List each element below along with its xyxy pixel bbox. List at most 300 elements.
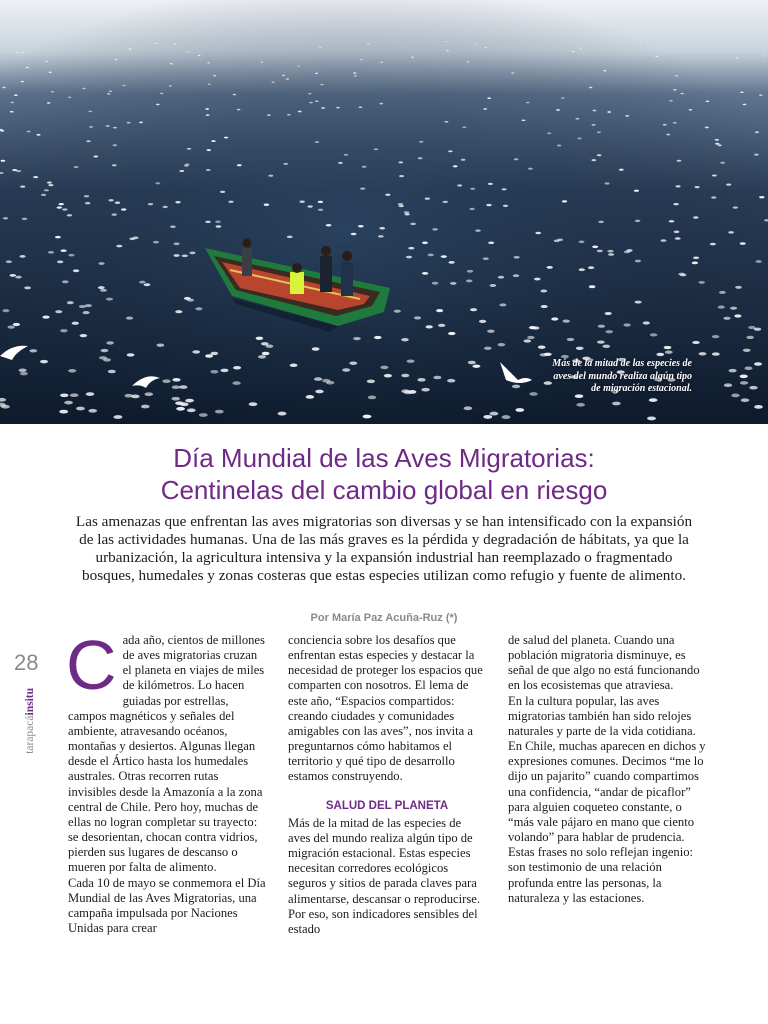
gull <box>675 75 678 76</box>
gull <box>297 65 300 66</box>
gull <box>169 85 172 86</box>
gull <box>406 256 412 259</box>
gull <box>669 220 675 222</box>
gull <box>206 114 210 116</box>
gull <box>315 390 323 394</box>
gull <box>712 352 720 355</box>
gull <box>436 309 443 312</box>
gull <box>179 385 187 389</box>
gull <box>211 140 215 142</box>
gull <box>94 156 99 158</box>
photo-caption: Más de la mitad de las especies de aves del mundo realiza algún tipo de migración estacional. <box>552 358 692 394</box>
gull <box>42 316 49 319</box>
gull <box>710 243 716 246</box>
gull <box>677 160 682 162</box>
gull <box>14 94 18 96</box>
gull <box>360 187 365 189</box>
gull <box>308 93 311 95</box>
gull <box>385 194 390 196</box>
gull <box>538 346 546 349</box>
gull <box>79 305 86 308</box>
gull <box>755 131 759 133</box>
gull <box>106 125 110 127</box>
gull <box>3 217 9 219</box>
gull <box>2 87 5 88</box>
gull <box>661 239 667 242</box>
gull <box>49 72 52 73</box>
gull <box>162 379 170 383</box>
gull <box>624 251 630 254</box>
gull <box>44 189 49 191</box>
gull <box>498 276 505 279</box>
gull <box>287 236 293 239</box>
gull <box>179 170 184 172</box>
gull <box>475 44 478 45</box>
gull <box>47 102 51 104</box>
gull <box>561 97 565 99</box>
drop-cap: C <box>66 626 117 704</box>
gull <box>68 369 76 373</box>
gull <box>215 410 224 414</box>
paragraph: Más de la mitad de las especies de aves del mundo realiza algún tipo de migración estacional. Estas especies necesitan corredores ecológicos seguros y sitios de parada claves para alimentarse, descansar o reproducirse. Por eso, son indicadores sensibles del estado <box>288 815 480 936</box>
gull <box>597 154 602 156</box>
gull <box>529 392 537 396</box>
gull <box>588 266 594 269</box>
gull <box>643 321 650 324</box>
gull <box>321 107 325 109</box>
gull <box>268 175 273 177</box>
gull <box>187 148 191 150</box>
gull <box>647 416 656 420</box>
gull <box>526 102 530 104</box>
gull <box>692 262 698 265</box>
gull <box>663 124 667 126</box>
paragraph: Cada 10 de mayo se conmemora el Día Mundial de las Aves Migratorias, una campaña impulsada por Naciones Unidas para crear <box>68 875 266 935</box>
gull <box>557 239 563 242</box>
gull <box>673 122 677 124</box>
gull <box>635 260 641 263</box>
gull <box>735 57 738 58</box>
gull <box>160 93 163 95</box>
gull <box>470 308 477 311</box>
gull <box>351 233 357 236</box>
gull <box>210 370 218 374</box>
gull <box>711 196 716 198</box>
gull <box>469 208 474 210</box>
gull <box>470 188 475 190</box>
section-subheading: SALUD DEL PLANETA <box>325 799 449 812</box>
gull <box>527 336 535 339</box>
gull <box>271 81 274 82</box>
gull <box>417 378 425 382</box>
gull <box>726 184 731 186</box>
gull <box>206 169 211 171</box>
gull <box>723 317 730 320</box>
gull <box>26 67 29 68</box>
gull <box>718 144 722 146</box>
gull <box>488 242 494 245</box>
gull <box>634 190 639 192</box>
gull <box>40 360 48 363</box>
gull <box>115 59 118 60</box>
gull <box>133 237 139 240</box>
gull <box>290 364 298 368</box>
gull <box>220 369 228 373</box>
gull <box>666 134 670 136</box>
gull <box>256 337 264 340</box>
gull <box>354 75 357 76</box>
gull <box>233 94 236 96</box>
gull <box>2 309 9 312</box>
gull <box>513 274 520 277</box>
gull <box>100 289 107 292</box>
gull <box>579 268 585 271</box>
gull <box>22 52 25 53</box>
gull <box>67 301 74 304</box>
gull <box>307 205 312 207</box>
gull <box>401 338 409 341</box>
gull <box>86 392 94 396</box>
gull <box>514 256 520 259</box>
gull <box>113 415 122 419</box>
gull <box>619 169 624 171</box>
gull <box>718 306 725 309</box>
gull <box>338 162 343 164</box>
gull <box>466 279 473 282</box>
gull <box>262 352 270 355</box>
gull <box>754 405 763 409</box>
gull <box>319 47 322 48</box>
gull <box>116 245 122 248</box>
gull <box>113 144 117 146</box>
gull <box>115 202 120 204</box>
gull <box>86 140 90 142</box>
gull <box>353 337 361 340</box>
gull <box>74 166 79 168</box>
gull <box>557 145 561 147</box>
gull <box>192 350 200 353</box>
gull <box>68 254 74 257</box>
gull <box>597 340 605 343</box>
gull <box>216 225 222 227</box>
gull <box>374 148 378 150</box>
gull <box>184 297 191 300</box>
gull <box>408 247 414 250</box>
gull <box>55 310 62 313</box>
gull <box>425 197 430 199</box>
gull <box>353 72 356 73</box>
gull <box>57 206 62 208</box>
gull <box>189 252 195 255</box>
gull <box>72 322 79 325</box>
gull <box>131 395 140 399</box>
gull <box>547 266 553 269</box>
gull <box>740 91 743 93</box>
gull <box>27 131 31 133</box>
gull <box>260 62 263 63</box>
gull <box>512 385 520 389</box>
gull <box>62 208 67 210</box>
gull <box>715 139 719 141</box>
gull <box>126 317 133 320</box>
gull <box>374 336 382 339</box>
gull <box>759 196 764 198</box>
gull <box>13 323 20 326</box>
gull <box>577 137 581 139</box>
gull <box>467 270 473 273</box>
gull <box>597 131 601 133</box>
byline: Por María Paz Acuña-Ruz (*) <box>310 612 458 624</box>
gull <box>740 242 746 245</box>
gull <box>85 202 90 204</box>
gull <box>421 388 429 392</box>
gull <box>156 104 160 106</box>
gull <box>502 188 507 190</box>
gull <box>113 127 117 129</box>
gull <box>336 107 340 109</box>
article-title-line1: Día Mundial de las Aves Migratorias: <box>173 443 595 473</box>
gull <box>182 254 188 257</box>
gull <box>484 47 487 48</box>
gull <box>720 162 725 164</box>
gull <box>487 97 491 99</box>
gull <box>21 81 24 82</box>
gull <box>122 85 125 86</box>
gull <box>10 111 14 113</box>
gull <box>6 260 12 263</box>
gull <box>743 104 747 106</box>
gull <box>224 137 228 139</box>
gull <box>318 201 323 203</box>
gull <box>368 396 377 400</box>
gull <box>198 55 201 56</box>
gull <box>741 398 750 402</box>
gull <box>108 199 113 201</box>
gull <box>567 338 575 341</box>
gull <box>754 154 758 156</box>
gull <box>41 194 46 196</box>
gull <box>22 218 28 220</box>
page-number: 28 <box>14 650 39 675</box>
gull <box>205 354 213 357</box>
gull <box>719 291 726 294</box>
gull <box>15 276 22 279</box>
gull <box>60 329 67 332</box>
gull <box>735 286 742 289</box>
gull <box>693 256 699 259</box>
gull <box>598 221 604 223</box>
gull <box>358 225 364 227</box>
gull <box>10 274 16 277</box>
gull <box>207 149 211 151</box>
gull <box>592 245 598 248</box>
gull <box>428 254 434 257</box>
gull <box>576 403 585 407</box>
magazine-name-part2: insitu <box>24 688 36 716</box>
gull <box>762 55 765 56</box>
gull <box>680 93 683 95</box>
gull <box>67 214 73 216</box>
gull <box>205 108 209 110</box>
gull <box>64 401 73 405</box>
gull <box>419 141 423 143</box>
gull <box>205 221 211 223</box>
gull <box>724 383 732 387</box>
gull <box>139 122 143 124</box>
gull <box>10 102 14 104</box>
gull <box>674 231 680 234</box>
gull <box>108 370 116 374</box>
gull <box>705 127 709 129</box>
gull <box>380 366 388 370</box>
gull <box>84 195 89 197</box>
paragraph: conciencia sobre los desafíos que enfrentan estas especies y destacar la necesidad de proteger los espacios que comparten con nosotros. El lema de este año, “Espacios compartidos: creando ciudades y comunidades amigables con las aves”, nos invita a preguntarnos cómo habitamos el territorio y qué tipo de desarrollo estamos construyendo. <box>288 633 483 784</box>
column-2 <box>288 633 486 937</box>
gull <box>598 325 605 328</box>
gull <box>602 345 610 348</box>
gull <box>740 375 748 379</box>
gull <box>522 119 526 121</box>
gull <box>315 141 319 143</box>
gull <box>121 208 126 210</box>
gull <box>315 100 319 102</box>
gull <box>649 398 658 402</box>
gull <box>278 412 287 416</box>
gull <box>597 250 603 253</box>
gull <box>593 110 597 112</box>
gull <box>450 282 457 285</box>
gull <box>1 160 6 162</box>
gull <box>756 260 762 263</box>
gull <box>514 158 519 160</box>
gull <box>282 75 285 76</box>
gull <box>673 203 678 205</box>
gull <box>363 415 372 419</box>
gull <box>73 269 79 272</box>
gull <box>155 182 160 184</box>
gull <box>199 413 208 417</box>
gull <box>362 166 367 168</box>
gull <box>286 78 289 79</box>
lead-paragraph: Las amenazas que enfrentan las aves migratorias son diversas y se han intensificado con la expansión de las actividades humanas. Una de las más graves es la pérdida y degradación de hábitats, ya que la urbanización, la agricultura intensiva y la expansión industrial han reemplazado o fragmentado bosques, humedales y zonas costeras que estas especies utilizan como refugio y fuente de alimento. <box>75 513 693 584</box>
gull <box>655 56 658 57</box>
gull <box>306 395 315 399</box>
gull <box>187 51 190 52</box>
gull <box>731 394 739 398</box>
gull <box>562 200 567 202</box>
gull <box>535 232 541 235</box>
gull <box>528 168 533 170</box>
gull <box>187 408 196 412</box>
gull <box>749 386 757 390</box>
gull <box>8 325 15 328</box>
gull <box>479 320 486 323</box>
gull <box>418 157 423 159</box>
gull <box>68 97 72 99</box>
gull <box>698 281 705 284</box>
gull <box>20 186 25 188</box>
gull <box>367 379 375 383</box>
gull <box>541 305 548 308</box>
gull <box>359 106 363 108</box>
gull <box>261 342 269 345</box>
gull <box>734 314 741 317</box>
gull <box>287 114 291 116</box>
gull <box>237 164 242 166</box>
gull <box>608 253 614 256</box>
gull <box>401 374 409 378</box>
gull <box>61 249 67 252</box>
gull <box>422 242 428 245</box>
paragraph: En la cultura popular, las aves migratorias también han sido relojes naturales y parte de la vida cotidiana. En Chile, muchas aparecen en dichos y expresiones comunes. Decimos “me lo dijo un pajarito” cuando compartimos una confidencia, “andar de picaflor” para alguien coqueteo constante, o “más vale pájaro en mano que ciento volando” para hablar de prudencia. Estas frases no solo reflejan ingenio: son testimonio de una relación profunda entre las personas, la naturaleza y las estaciones. <box>508 693 706 905</box>
gull <box>689 109 693 111</box>
gull <box>426 325 433 328</box>
gull <box>210 352 218 355</box>
gull <box>384 374 392 378</box>
gull <box>511 72 514 73</box>
gull <box>60 393 68 397</box>
gull <box>163 206 168 208</box>
gull <box>70 393 78 397</box>
gull <box>551 317 558 320</box>
gull <box>441 255 447 258</box>
gull <box>453 165 458 167</box>
gull <box>612 402 621 406</box>
gull <box>635 220 641 222</box>
gull <box>228 201 233 203</box>
gull <box>712 174 717 176</box>
gull <box>589 285 596 288</box>
gull <box>232 381 240 385</box>
gull <box>693 216 699 218</box>
gull <box>173 44 176 45</box>
gull <box>315 73 318 74</box>
gull <box>502 415 511 419</box>
gull <box>170 225 176 227</box>
gull <box>728 231 734 234</box>
gull <box>148 203 153 205</box>
gull <box>320 84 323 85</box>
gull <box>111 213 116 215</box>
gull <box>410 223 416 225</box>
gull <box>754 362 762 365</box>
gull <box>170 63 173 64</box>
gull <box>379 227 385 230</box>
gull <box>89 126 93 128</box>
gull <box>432 228 438 231</box>
gull <box>51 91 54 93</box>
gull <box>55 236 61 239</box>
gull <box>36 134 40 136</box>
gull <box>141 405 150 409</box>
gull <box>605 330 612 333</box>
gull <box>233 366 241 370</box>
gull <box>48 251 54 254</box>
gull <box>464 406 473 410</box>
gull <box>379 103 383 105</box>
gull <box>486 204 491 206</box>
gull <box>422 272 428 275</box>
gull <box>80 334 88 337</box>
gull <box>579 48 582 49</box>
gull <box>448 150 452 152</box>
gull <box>639 42 642 43</box>
gull <box>540 290 547 293</box>
gull <box>83 311 90 314</box>
gull <box>695 186 700 188</box>
gull <box>407 359 415 362</box>
gull <box>318 209 323 211</box>
